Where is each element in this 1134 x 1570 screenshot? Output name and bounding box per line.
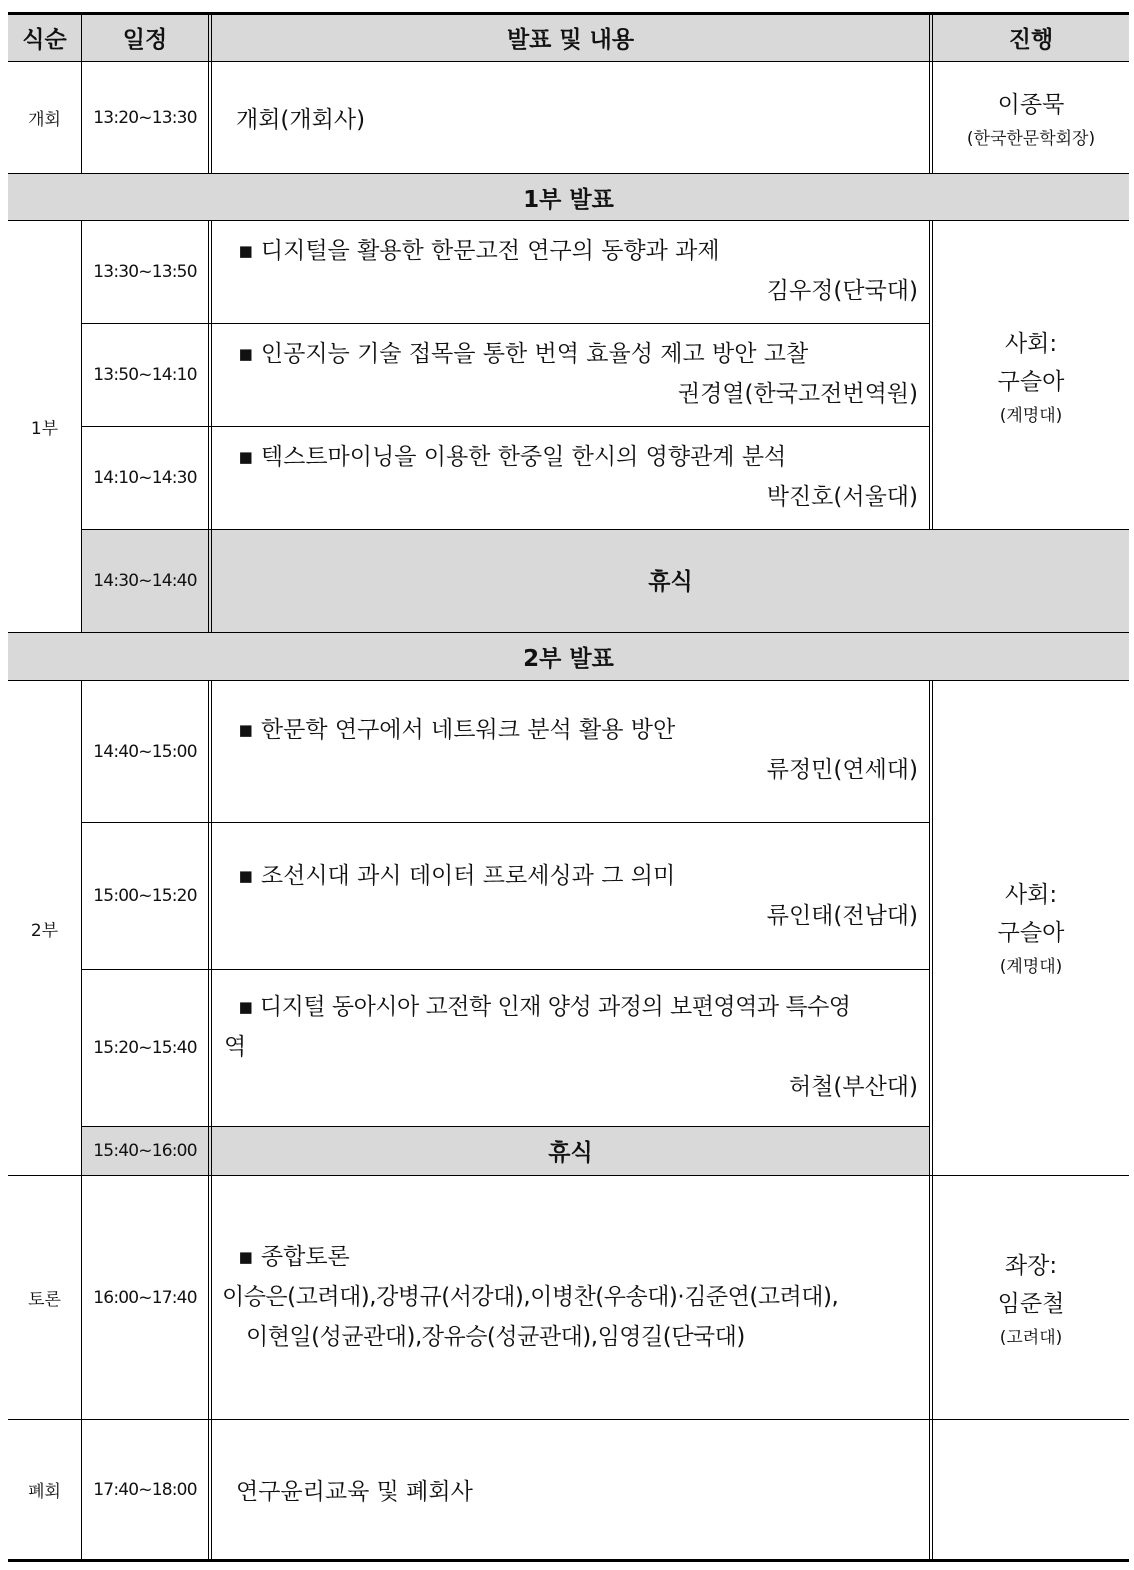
part2-talk2: [238, 856, 918, 936]
divider: [82, 426, 929, 427]
part1-talk2: [238, 334, 918, 414]
part1-break-label: 휴식: [648, 568, 693, 595]
talk-speaker: 류인태(전남대): [766, 903, 918, 929]
part2-talk2-time: 15:00~15:20: [93, 886, 197, 906]
part1-break-time: 14:30~14:40: [93, 571, 197, 591]
discussion-order: 토론: [28, 1290, 61, 1310]
talk-speaker: 김우정(단국대): [766, 278, 918, 304]
opening-host-name: 이종묵: [997, 92, 1065, 118]
part1-host: [933, 221, 1129, 529]
part2-host-affiliation: (계명대): [999, 956, 1063, 977]
talk-title: ▪ 조선시대 과시 데이터 프로세싱과 그 의미: [238, 863, 676, 889]
part1-talk1-time: 13:30~13:50: [93, 262, 197, 282]
divider: [82, 822, 929, 823]
part2-host: [933, 681, 1129, 1175]
col-divider: [929, 220, 930, 529]
discussion-panel-line2: 이현일(성균관대),장유승(성균관대),임영길(단국대): [246, 1324, 745, 1350]
col-divider: [208, 220, 209, 632]
closing-content: 연구윤리교육 및 폐회사: [236, 1479, 473, 1505]
part2-break-time: 15:40~16:00: [93, 1141, 197, 1161]
opening-time: 13:20~13:30: [93, 107, 197, 128]
talk-speaker: 박진호(서울대): [766, 484, 918, 510]
part2-order: 2부: [30, 920, 59, 941]
closing-host: [933, 1420, 1129, 1559]
discussion-host-role: 좌장:: [1004, 1253, 1058, 1279]
part2-host-role: 사회:: [1004, 881, 1058, 908]
divider: [82, 969, 929, 970]
col-divider: [208, 14, 209, 173]
part1-host-role: 사회:: [1004, 330, 1058, 357]
part2-host-name: 구슬아: [997, 919, 1065, 946]
part1-talk1: [238, 231, 918, 311]
talk-speaker: 허철(부산대): [788, 1074, 918, 1100]
col-divider: [211, 680, 212, 1560]
talk-title: ▪ 한문학 연구에서 네트워크 분석 활용 방안: [238, 717, 676, 743]
closing-time: 17:40~18:00: [93, 1479, 197, 1500]
talk-title: ▪ 디지털을 활용한 한문고전 연구의 동향과 과제: [238, 238, 720, 264]
opening-content: 개회(개회사): [236, 107, 366, 133]
part1-section-title: 1부 발표: [523, 186, 614, 213]
opening-host-affiliation: (한국한문학회장): [966, 129, 1096, 149]
bottom-border: [8, 1559, 1129, 1562]
col-divider: [929, 14, 930, 173]
header-time: 일정: [122, 27, 168, 53]
divider: [82, 323, 929, 324]
discussion-host: [933, 1176, 1129, 1419]
header-host: 진행: [1008, 27, 1054, 53]
header-content: 발표 및 내용: [506, 27, 635, 53]
talk-title-line2: 역: [224, 1034, 247, 1060]
part1-talk3-time: 14:10~14:30: [93, 468, 197, 488]
col-divider: [929, 680, 930, 1560]
part1-talk3: [238, 437, 918, 517]
part2-section-title: 2부 발표: [523, 646, 614, 672]
discussion-title: ▪ 종합토론: [238, 1244, 350, 1270]
discussion-host-name: 임준철: [997, 1291, 1065, 1317]
discussion-content: [222, 1237, 922, 1357]
part1-order: 1부: [30, 419, 59, 439]
discussion-panel-line1: 이승은(고려대),강병규(서강대),이병찬(우송대)·김준연(고려대),: [222, 1284, 839, 1310]
talk-speaker: 권경열(한국고전번역원): [677, 381, 918, 407]
col-divider: [208, 680, 209, 1560]
part1-talk2-time: 13:50~14:10: [93, 365, 197, 385]
part2-talk1-time: 14:40~15:00: [93, 741, 197, 762]
part2-break-label: 휴식: [548, 1139, 593, 1166]
talk-title-line1: ▪ 디지털 동아시아 고전학 인재 양성 과정의 보편영역과 특수영: [238, 994, 851, 1020]
header-order: 식순: [22, 27, 67, 53]
talk-title: ▪ 텍스트마이닝을 이용한 한중일 한시의 영향관계 분석: [238, 444, 787, 470]
part1-host-name: 구슬아: [997, 368, 1065, 395]
discussion-time: 16:00~17:40: [93, 1287, 197, 1308]
part2-talk3-time: 15:20~15:40: [93, 1038, 197, 1058]
closing-order: 폐회: [28, 1482, 61, 1502]
talk-speaker: 류정민(연세대): [766, 757, 918, 783]
opening-host: [933, 62, 1129, 173]
opening-order: 개회: [28, 110, 61, 130]
discussion-host-affiliation: (고려대): [999, 1328, 1063, 1348]
part2-talk3: [224, 987, 918, 1107]
talk-title: ▪ 인공지능 기술 접목을 통한 번역 효율성 제고 방안 고찰: [238, 341, 809, 367]
part2-talk1: [238, 710, 918, 790]
part1-host-affiliation: (계명대): [999, 405, 1063, 426]
